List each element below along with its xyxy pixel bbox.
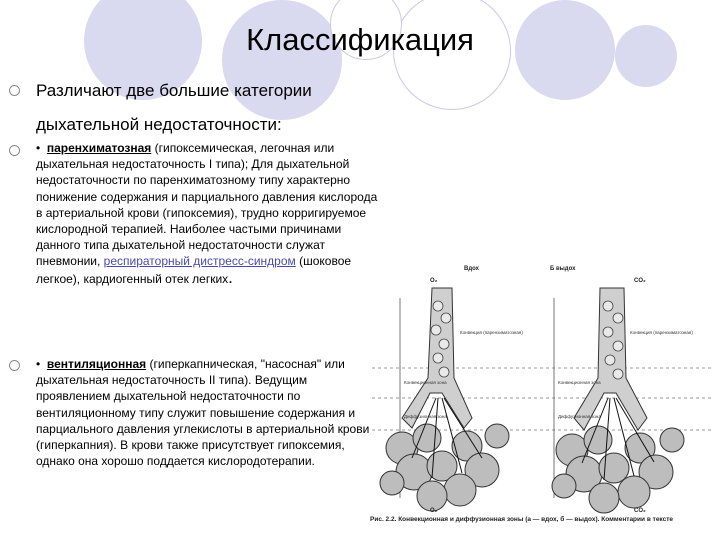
paragraph-parenchymal xyxy=(36,140,381,287)
gas-label: O₂ xyxy=(430,508,438,514)
term-ventilation: вентиляционная xyxy=(46,357,147,371)
bullet-icon xyxy=(9,85,20,96)
gas-label: CO₂ xyxy=(634,278,646,284)
intro-text: Различают две большие категории дыхательной недостаточности: xyxy=(36,81,312,134)
lung-zones-figure xyxy=(372,258,712,530)
bullet-icon xyxy=(9,145,20,156)
slide-title: Классификация xyxy=(246,22,474,57)
gas-label: O₂ xyxy=(430,278,438,284)
zone-label: Диффузионная зона xyxy=(404,414,447,419)
zone-label: Конвекционная зона xyxy=(404,380,447,385)
paragraph-text: (гиперкапническая, "насосная" или дыхательная недостаточность II типа). Ведущим проявлением дыхательной недостаточности по вентиляционному типу служит повышение содержания и парциального давления углекислоты в артериальной крови (гиперкапния). В крови также присутствует гипоксемия, однако она хорошо поддается кислородотерапии. xyxy=(36,357,370,469)
label-inhale: Вдох xyxy=(464,266,479,272)
sub-bullet: • xyxy=(36,357,41,371)
paragraph-ventilation xyxy=(36,356,381,469)
paragraph-text: (гипоксемическая, легочная или дыхательная недостаточность I типа); Для дыхательной недостаточности по паренхиматозному типу характерно понижение содержания и парциального давления кислорода в артериальной крови (гипоксемия), трудно корригируемое кислородной терапией. Наиболее частыми причинами данного типа дыхательной недостаточности служат пневмонии, xyxy=(36,141,378,269)
paragraph-text: (шоковое легкое), кардиогенный отек легких xyxy=(36,254,352,286)
zone-label: Конвекция (паренхиматозная) xyxy=(630,330,693,335)
paragraph-end: . xyxy=(228,267,233,287)
label-exhale: Б выдох xyxy=(550,266,576,272)
gas-label: CO₂ xyxy=(634,508,646,514)
decor-circle-5 xyxy=(615,25,677,87)
bullet-icon xyxy=(9,360,20,371)
zone-label: Диффузионная зона xyxy=(558,414,601,419)
term-parenchymal: паренхиматозная xyxy=(46,141,152,155)
zone-label: Конвекция (паренхиматозная) xyxy=(460,330,523,335)
ards-link[interactable]: респираторный дистресс-синдром xyxy=(103,254,296,269)
zone-label: Конвекционная зона xyxy=(558,380,601,385)
figure-caption: Рис. 2.2. Конвекционная и диффузионная зоны (а — вдох, б — выдох). Комментарии в тексте xyxy=(370,516,674,523)
sub-bullet: • xyxy=(36,141,41,155)
